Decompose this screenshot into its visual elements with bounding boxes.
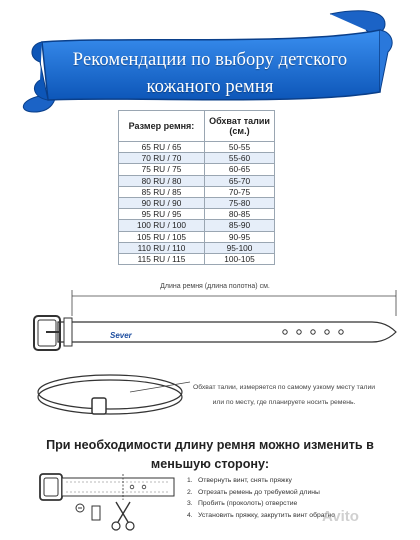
list-item: [187, 475, 335, 487]
waist-note-line-2: или по месту, где планируете носить ремень.: [212, 399, 356, 406]
cell-waist: 100-105: [205, 253, 275, 264]
buckle-icon: [40, 474, 62, 500]
step-text: Пробить (проколоть) отверстие: [198, 500, 298, 508]
cell-size: 105 RU / 105: [119, 231, 205, 242]
steps-list: [187, 475, 335, 522]
avito-watermark: Avito: [322, 508, 359, 525]
step-text: Отвернуть винт, снять пряжку: [198, 477, 292, 484]
header-waist: [205, 111, 275, 142]
cell-size: 75 RU / 75: [119, 164, 205, 175]
table-row: [119, 153, 275, 164]
cell-waist: 80-85: [205, 209, 275, 220]
table-row: [119, 220, 275, 231]
belt-loop-icon: [38, 375, 182, 414]
cell-size: 115 RU / 115: [119, 253, 205, 264]
table-row: [119, 242, 275, 253]
table-row: [119, 209, 275, 220]
list-item: [187, 487, 335, 499]
header-waist-line-1: Обхват талии: [209, 116, 270, 126]
waist-note-line-1: Обхват талии, измеряется по самому узкому месту талии: [192, 384, 376, 391]
belt-strap-icon: [62, 478, 174, 496]
cell-waist: 90-95: [205, 231, 275, 242]
step-number: 2.: [187, 488, 193, 496]
brand-logo: Sever: [110, 331, 132, 340]
cell-size: 95 RU / 95: [119, 209, 205, 220]
cell-waist: 75-80: [205, 197, 275, 208]
cell-size: 110 RU / 110: [119, 242, 205, 253]
length-caption: Длина ремня (длина полотна) см.: [160, 283, 270, 290]
step-number: 3.: [187, 500, 193, 508]
header-waist-line-2: (см.): [229, 126, 250, 136]
belt-straight-icon: [34, 316, 396, 350]
belt-cut-illustration: [36, 470, 176, 536]
table-row: [119, 253, 275, 264]
list-item: [187, 510, 335, 522]
header-belt-size: Размер ремня:: [119, 111, 205, 142]
banner-title-line-1: Рекомендации по выбору детского: [72, 50, 348, 70]
cell-size: 100 RU / 100: [119, 220, 205, 231]
table-row: [119, 142, 275, 153]
cell-waist: 50-55: [205, 142, 275, 153]
waist-note: [190, 380, 378, 410]
step-number: 4.: [187, 512, 193, 520]
cell-waist: 60-65: [205, 164, 275, 175]
step-text: Отрезать ремень до требуемой длины: [198, 488, 320, 496]
resize-title-line-1: При необходимости длину ремня можно изменить в: [46, 438, 374, 452]
cell-waist: 95-100: [205, 242, 275, 253]
cell-waist: 65-70: [205, 175, 275, 186]
cell-waist: 55-60: [205, 153, 275, 164]
table-row: [119, 231, 275, 242]
cell-waist: 70-75: [205, 186, 275, 197]
screw-icon: [76, 504, 100, 520]
scissors-icon: [112, 502, 134, 530]
banner-title-line-2: кожаного ремня: [146, 77, 274, 97]
table-row: [119, 197, 275, 208]
resize-title: [20, 436, 400, 474]
cell-size: 90 RU / 90: [119, 197, 205, 208]
cell-size: 65 RU / 65: [119, 142, 205, 153]
cell-size: 70 RU / 70: [119, 153, 205, 164]
cell-size: 80 RU / 80: [119, 175, 205, 186]
size-table: [118, 110, 275, 265]
cell-waist: 85-90: [205, 220, 275, 231]
resize-title-line-2: меньшую сторону:: [150, 457, 270, 471]
cell-size: 85 RU / 85: [119, 186, 205, 197]
step-number: 1.: [187, 477, 193, 484]
table-row: [119, 186, 275, 197]
step-text: Установить пряжку, закрутить винт обратно: [198, 512, 336, 520]
table-row: [119, 164, 275, 175]
list-item: [187, 498, 335, 510]
table-row: [119, 175, 275, 186]
